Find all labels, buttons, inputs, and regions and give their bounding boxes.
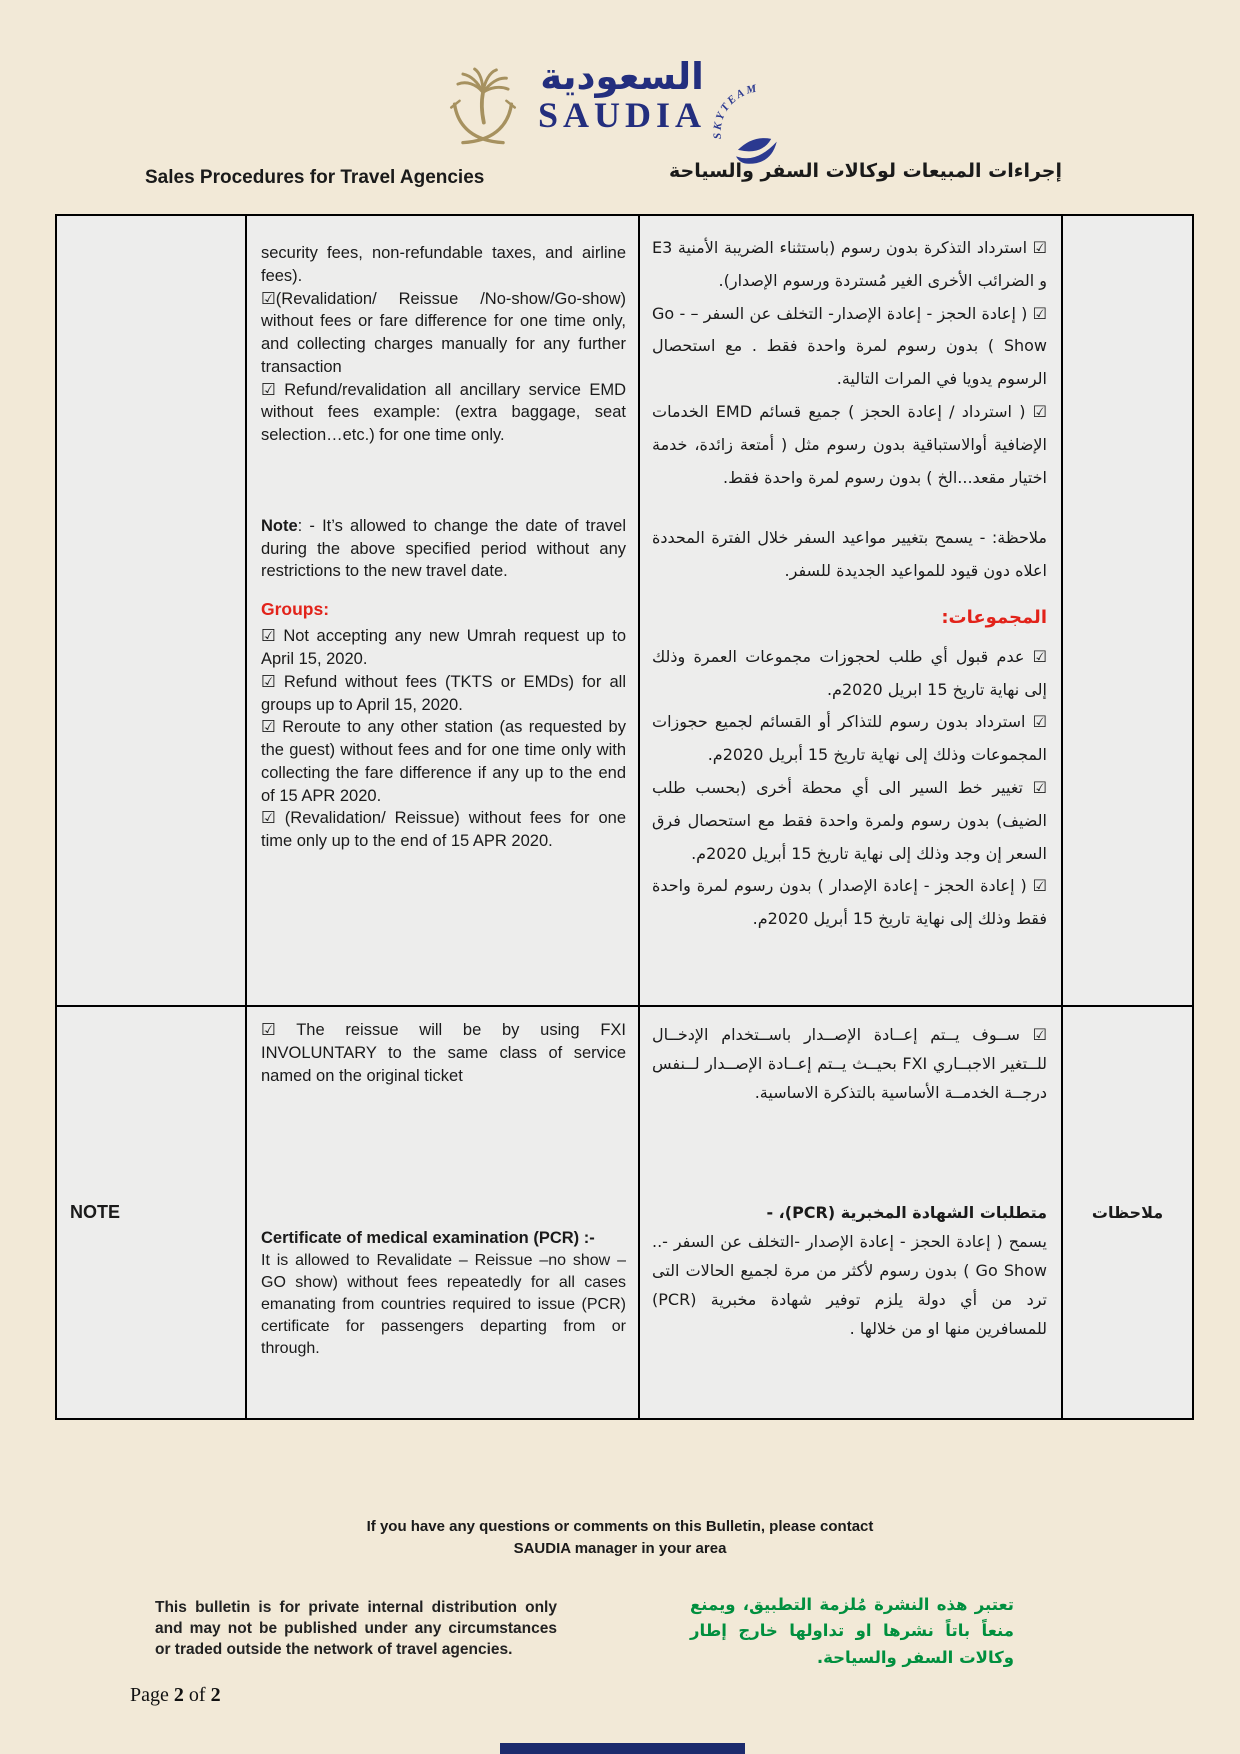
pcr-heading-english: Certificate of medical examination (PCR) :- — [261, 1229, 595, 1248]
table-row — [56, 1006, 1193, 1419]
english-reissue-item: ☑ The reissue will be by using FXI INVOLUNTARY to the same class of service named on the original ticket — [261, 1021, 626, 1085]
row2-notes-cell — [1062, 1006, 1193, 1419]
pcr-body-arabic: يسمح ( إعادة الحجز - إعادة الإصدار -التخلف عن السفر -.. Go Show ) بدون رسوم لأكثر من مرة لجميع الحالات التى ترد من أي دولة يلزم توفير شهادة مخبرية (PCR) للمسافرين منها او من خلالها . — [652, 1232, 1047, 1338]
row2-english-cell — [246, 1006, 639, 1419]
brand-name-english: SAUDIA — [538, 94, 707, 135]
brand-name-arabic: السعودية — [540, 55, 704, 98]
of-word: of — [188, 1684, 206, 1706]
english-group-item: ☑ Not accepting any new Umrah request up to April 15, 2020. — [261, 627, 626, 669]
row1-right-empty-cell — [1062, 215, 1193, 1006]
page-word: Page — [130, 1684, 169, 1706]
brand-wordmark — [538, 55, 707, 135]
row2-note-cell — [56, 1006, 246, 1419]
arabic-note-paragraph: ملاحظة: - يسمح بتغيير مواعيد السفر خلال الفترة المحددة اعلاه دون قيود للمواعيد الجديدة للسفر. — [652, 528, 1047, 581]
pcr-body-english: It is allowed to Revalidate – Reissue –no show – GO show) without fees repeatedly for all cases emanating from countries required to issue (PCR) certificate for passengers departing from or through. — [261, 1252, 626, 1358]
english-note-paragraph — [261, 515, 626, 583]
distribution-notice-english: This bulletin is for private internal distribution only and may not be published under any circumstances or traded outside the network of travel agencies. — [155, 1599, 557, 1658]
page-title-english: Sales Procedures for Travel Agencies — [145, 167, 485, 188]
english-continuation-text: security fees, non-refundable taxes, and airline fees). — [261, 244, 626, 285]
english-checklist-item: ☑ Refund/revalidation all ancillary service EMD without fees example: (extra baggage, seat selection…etc.) for one time only. — [261, 380, 626, 445]
table-row — [56, 215, 1193, 1006]
arabic-reissue-item: ☑ ســوف يــتم إعــادة الإصــدار باســتخدام الإدخــال للــتغير الاجبــاري FXI بحيــث يــتم إعــادة الإصــدار لــنفس درجــة الخدمــة الأساسية بالتذكرة الاساسية. — [652, 1025, 1047, 1102]
svg-text:SKYTEAM — [712, 82, 760, 139]
row1-english-cell — [246, 215, 639, 1006]
arabic-checklist-item: ☑ ( استرداد / إعادة الحجز ) جميع قسائم EMD الخدمات الإضافية أوالاستباقية بدون رسوم مثل ( أمتعة زائدة، خدمة اختيار مقعد...الخ ) بدون رسوم لمرة واحدة فقط. — [652, 401, 1047, 487]
row1-left-empty-cell — [56, 215, 246, 1006]
arabic-group-item: ☑ تغيير خط السير الى أي محطة أخرى (بحسب طلب الضيف) بدون رسوم ولمرة واحدة فقط مع استحصال فرق السعر إن وجد وذلك إلى نهاية تاريخ 15 أبريل 2020م. — [652, 778, 1047, 863]
page-number: 2 — [173, 1684, 184, 1706]
arabic-group-item: ☑ عدم قبول أي طلب لحجوزات مجموعات العمرة وذلك إلى نهاية تاريخ 15 ابريل 2020م. — [652, 646, 1047, 699]
arabic-checklist-item: ☑ استرداد التذكرة بدون رسوم (باستثناء الضريبة الأمنية E3 و الضرائب الأخرى الغير مُستردة ورسوم الإصدار). — [652, 238, 1047, 290]
row1-arabic-cell — [639, 215, 1062, 1006]
english-group-item: ☑ (Revalidation/ Reissue) without fees for one time only up to the end of 15 APR 2020. — [261, 809, 626, 851]
note-word: Note — [261, 516, 298, 535]
arabic-group-item: ☑ استرداد بدون رسوم للتذاكر أو القسائم لجميع حجوزات المجموعات وذلك إلى نهاية تاريخ 15 أبريل 2020م. — [652, 712, 1047, 765]
groups-heading-english: Groups: — [261, 599, 330, 620]
skyteam-logo-icon — [712, 60, 786, 164]
distribution-notice-arabic: تعتبر هذه النشرة مُلزمة التطبيق، ويمنع منعاً باتاً نشرها او تداولها خارج إطار وكالات السفر والسياحة. — [690, 1595, 1014, 1667]
page-number-label — [130, 1684, 221, 1707]
skyteam-label: SKYTEAM — [712, 82, 760, 140]
arabic-group-item: ☑ ( إعادة الحجز - إعادة الإصدار ) بدون رسوم لمرة واحدة فقط وذلك إلى نهاية تاريخ 15 أبريل 2020م. — [652, 876, 1047, 929]
contact-line-2: SAUDIA manager in your area — [513, 1539, 727, 1557]
contact-notice — [0, 1516, 1240, 1560]
palm-swords-emblem-icon — [440, 64, 526, 156]
notes-row-label-arabic: ملاحظات — [1091, 1203, 1164, 1222]
procedures-table — [55, 214, 1194, 1420]
row2-arabic-cell — [639, 1006, 1062, 1419]
arabic-checklist-item: ☑ ( إعادة الحجز - إعادة الإصدار- التخلف عن السفر – - Go Show ) بدون رسوم لمرة واحدة فقط . مع استحصال الرسوم يدويا في المرات التالية. — [652, 303, 1047, 389]
page-total: 2 — [210, 1684, 221, 1706]
note-text: : - It’s allowed to change the date of travel during the above specified period without any restrictions to the new travel date. — [261, 516, 626, 581]
note-row-label: NOTE — [70, 1202, 121, 1222]
groups-heading-arabic: المجموعات: — [941, 606, 1047, 628]
page-title-arabic: إجراءات المبيعات لوكالات السفر والسياحة — [668, 160, 1062, 182]
english-checklist-item: ☑(Revalidation/ Reissue /No-show/Go-show) without fees or fare difference for one time only, and collecting charges manually for any further transaction — [261, 289, 626, 376]
pcr-heading-arabic: متطلبات الشهادة المخبرية (PCR)، - — [766, 1203, 1047, 1223]
contact-line-1: If you have any questions or comments on this Bulletin, please contact — [366, 1518, 874, 1535]
saudia-logo — [440, 55, 786, 164]
bottom-edge-bar — [500, 1743, 745, 1754]
english-group-item: ☑ Reroute to any other station (as requested by the guest) without fees and for one time only with collecting the fare difference if any up to the end of 15 APR 2020. — [261, 718, 626, 805]
english-group-item: ☑ Refund without fees (TKTS or EMDs) for all groups up to April 15, 2020. — [261, 672, 626, 714]
